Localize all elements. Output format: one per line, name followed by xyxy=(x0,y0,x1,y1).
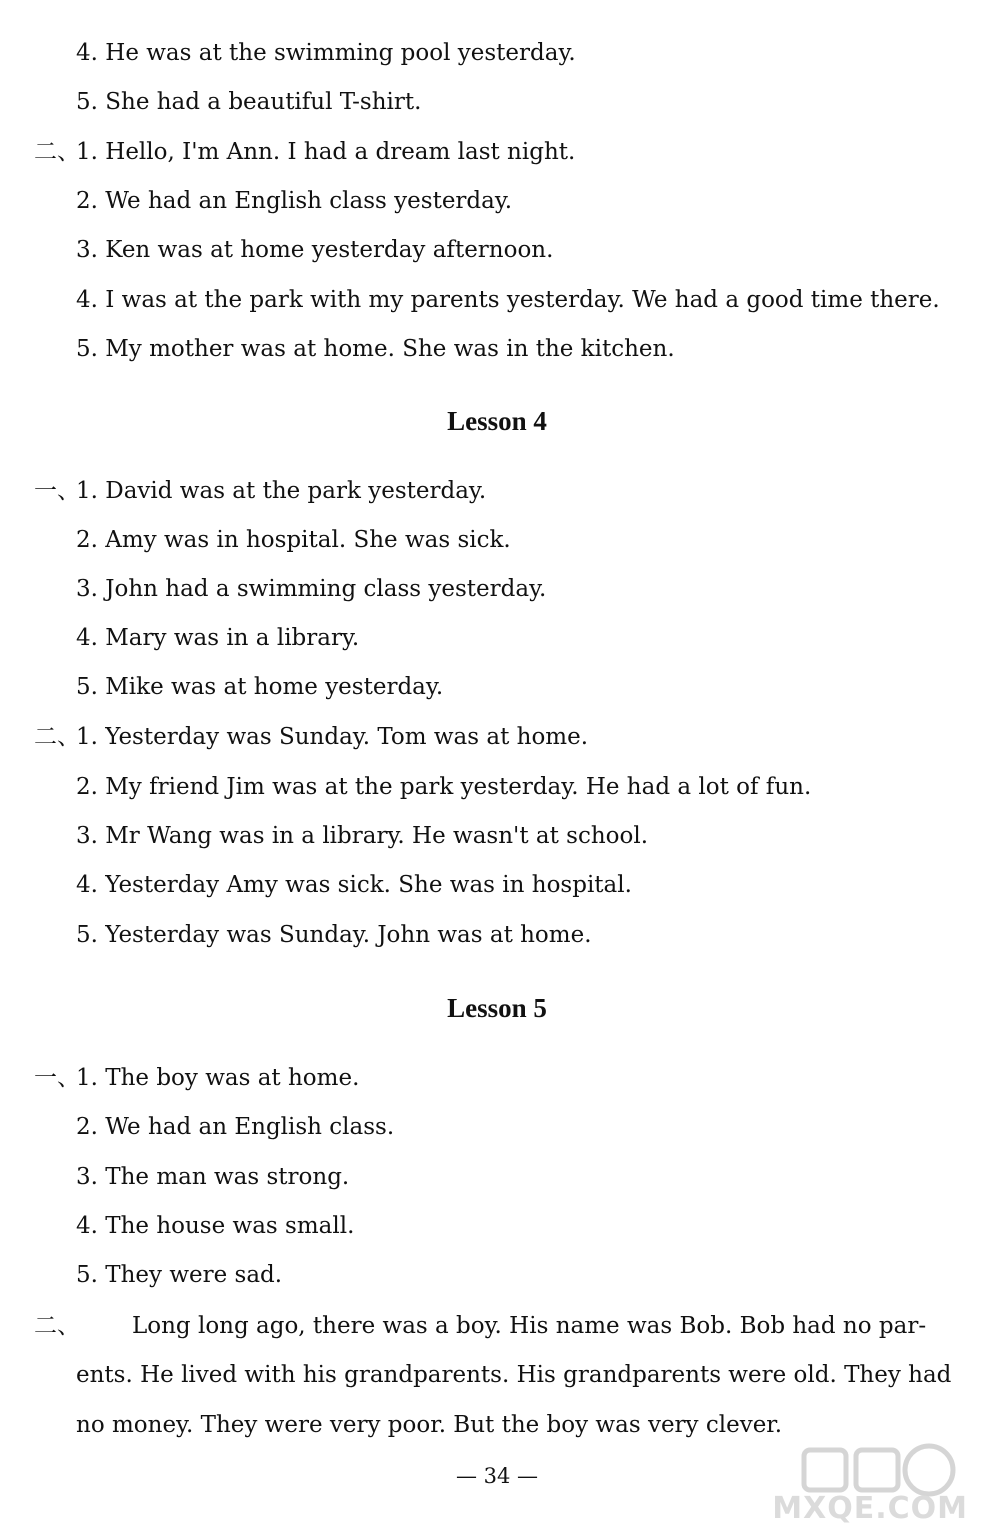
answer-line: 2. We had an English class. xyxy=(76,1114,395,1140)
story-line: ents. He lived with his grandparents. His grandparents were old. They had xyxy=(76,1362,952,1388)
answer-line: 4. I was at the park with my parents yesterday. We had a good time there. xyxy=(76,287,940,313)
section-marker-one: 一、 xyxy=(34,1065,80,1091)
answer-line: 1. David was at the park yesterday. xyxy=(76,478,487,504)
answer-line: 3. Ken was at home yesterday afternoon. xyxy=(76,237,554,263)
section-marker-two: 二、 xyxy=(34,724,80,750)
answer-line: 5. Mike was at home yesterday. xyxy=(76,674,444,700)
answer-line: 4. The house was small. xyxy=(76,1213,355,1239)
answer-line: 2. We had an English class yesterday. xyxy=(76,188,513,214)
answer-line: 3. Mr Wang was in a library. He wasn't at school. xyxy=(76,823,649,849)
answer-line: 2. My friend Jim was at the park yesterday. He had a lot of fun. xyxy=(76,774,812,800)
answer-line: 4. He was at the swimming pool yesterday. xyxy=(76,40,576,66)
page-number: — 34 — xyxy=(455,1464,539,1488)
answer-line: 3. The man was strong. xyxy=(76,1164,350,1190)
watermark-text: MXQE.COM xyxy=(772,1491,968,1526)
watermark-logo xyxy=(724,1440,974,1530)
story-line: no money. They were very poor. But the boy was very clever. xyxy=(76,1412,783,1438)
answer-line: 1. Hello, I'm Ann. I had a dream last night. xyxy=(76,139,576,165)
answer-line: 3. John had a swimming class yesterday. xyxy=(76,576,547,602)
lesson-5-heading: Lesson 5 xyxy=(447,993,547,1023)
answer-line: 1. The boy was at home. xyxy=(76,1065,360,1091)
answer-line: 5. My mother was at home. She was in the kitchen. xyxy=(76,336,675,362)
lesson-4-heading: Lesson 4 xyxy=(447,406,547,436)
answer-line: 5. Yesterday was Sunday. John was at home. xyxy=(76,922,592,948)
answer-line: 1. Yesterday was Sunday. Tom was at home. xyxy=(76,724,589,750)
story-line: Long long ago, there was a boy. His name was Bob. Bob had no par- xyxy=(132,1313,927,1339)
answer-line: 5. She had a beautiful T-shirt. xyxy=(76,89,422,115)
answer-line: 4. Yesterday Amy was sick. She was in hospital. xyxy=(76,872,632,898)
answer-line: 5. They were sad. xyxy=(76,1262,283,1288)
answer-line: 4. Mary was in a library. xyxy=(76,625,360,651)
answer-line: 2. Amy was in hospital. She was sick. xyxy=(76,527,511,553)
section-marker-two: 二、 xyxy=(34,139,80,165)
section-marker-two: 二、 xyxy=(34,1313,80,1339)
section-marker-one: 一、 xyxy=(34,478,80,504)
